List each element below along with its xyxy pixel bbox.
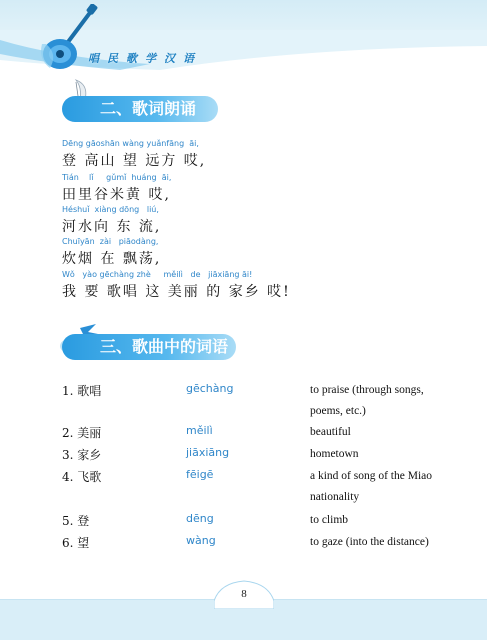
vocab-english: a kind of song of the Miao nationality xyxy=(310,470,433,503)
poem-hanzi: 炊烟 在 飘荡, xyxy=(62,251,162,267)
vocab-pinyin: dēng xyxy=(186,512,214,525)
poem-pinyin: Dēng gāoshān wàng yuǎnfāng āi, xyxy=(62,139,199,148)
poem-hanzi: 田里谷米黄 哎, xyxy=(62,187,171,203)
vocab-row xyxy=(62,424,442,444)
vocab-row xyxy=(62,534,442,554)
vocab-pinyin: měilì xyxy=(186,424,213,437)
vocab-pinyin: jiāxiāng xyxy=(186,446,230,459)
poem-pinyin: Tián lǐ gǔmǐ huáng āi, xyxy=(62,173,172,182)
poem-line xyxy=(62,237,161,269)
vocab-row xyxy=(62,468,442,503)
book-title: 唱民歌学汉语 xyxy=(88,52,202,65)
vocab-word: 6. 望 xyxy=(62,536,90,550)
vocab-word: 5. 登 xyxy=(62,514,90,528)
vocab-row xyxy=(62,382,442,417)
vocab-english: beautiful xyxy=(310,426,351,438)
poem-line xyxy=(62,270,291,302)
poem-line xyxy=(62,173,171,205)
vocab-row xyxy=(62,446,442,466)
vocab-pinyin: fēigē xyxy=(186,468,214,481)
vocab-word: 4. 飞歌 xyxy=(62,470,102,484)
page-number: 8 xyxy=(241,588,247,600)
section-heading-lyrics-reading: 二、歌词朗诵 xyxy=(62,96,218,122)
poem-line xyxy=(62,139,206,171)
vocab-word: 1. 歌唱 xyxy=(62,384,102,398)
poem-pinyin: Wǒ yào gēchàng zhè měilì de jiāxiāng āi! xyxy=(62,270,253,279)
vocab-word: 3. 家乡 xyxy=(62,448,102,462)
vocab-word: 2. 美丽 xyxy=(62,426,102,440)
poem-pinyin: Héshuǐ xiàng dōng liú, xyxy=(62,205,159,214)
poem-hanzi: 我 要 歌唱 这 美丽 的 家乡 哎! xyxy=(62,284,291,300)
vocab-english: to gaze (into the distance) xyxy=(310,536,429,548)
vocab-row xyxy=(62,512,442,532)
section-heading-song-vocabulary: 三、歌曲中的词语 xyxy=(62,334,236,360)
vocab-english: to climb xyxy=(310,514,349,526)
vocab-english: to praise (through songs, poems, etc.) xyxy=(310,384,424,417)
vocab-pinyin: wàng xyxy=(186,534,216,547)
vocab-pinyin: gēchàng xyxy=(186,382,234,395)
poem-hanzi: 河水向 东 流, xyxy=(62,219,162,235)
poem-pinyin: Chuīyān zài piāodàng, xyxy=(62,237,159,246)
poem-line xyxy=(62,205,161,237)
poem-hanzi: 登 高山 望 远方 哎, xyxy=(62,153,207,169)
vocab-english: hometown xyxy=(310,448,359,460)
